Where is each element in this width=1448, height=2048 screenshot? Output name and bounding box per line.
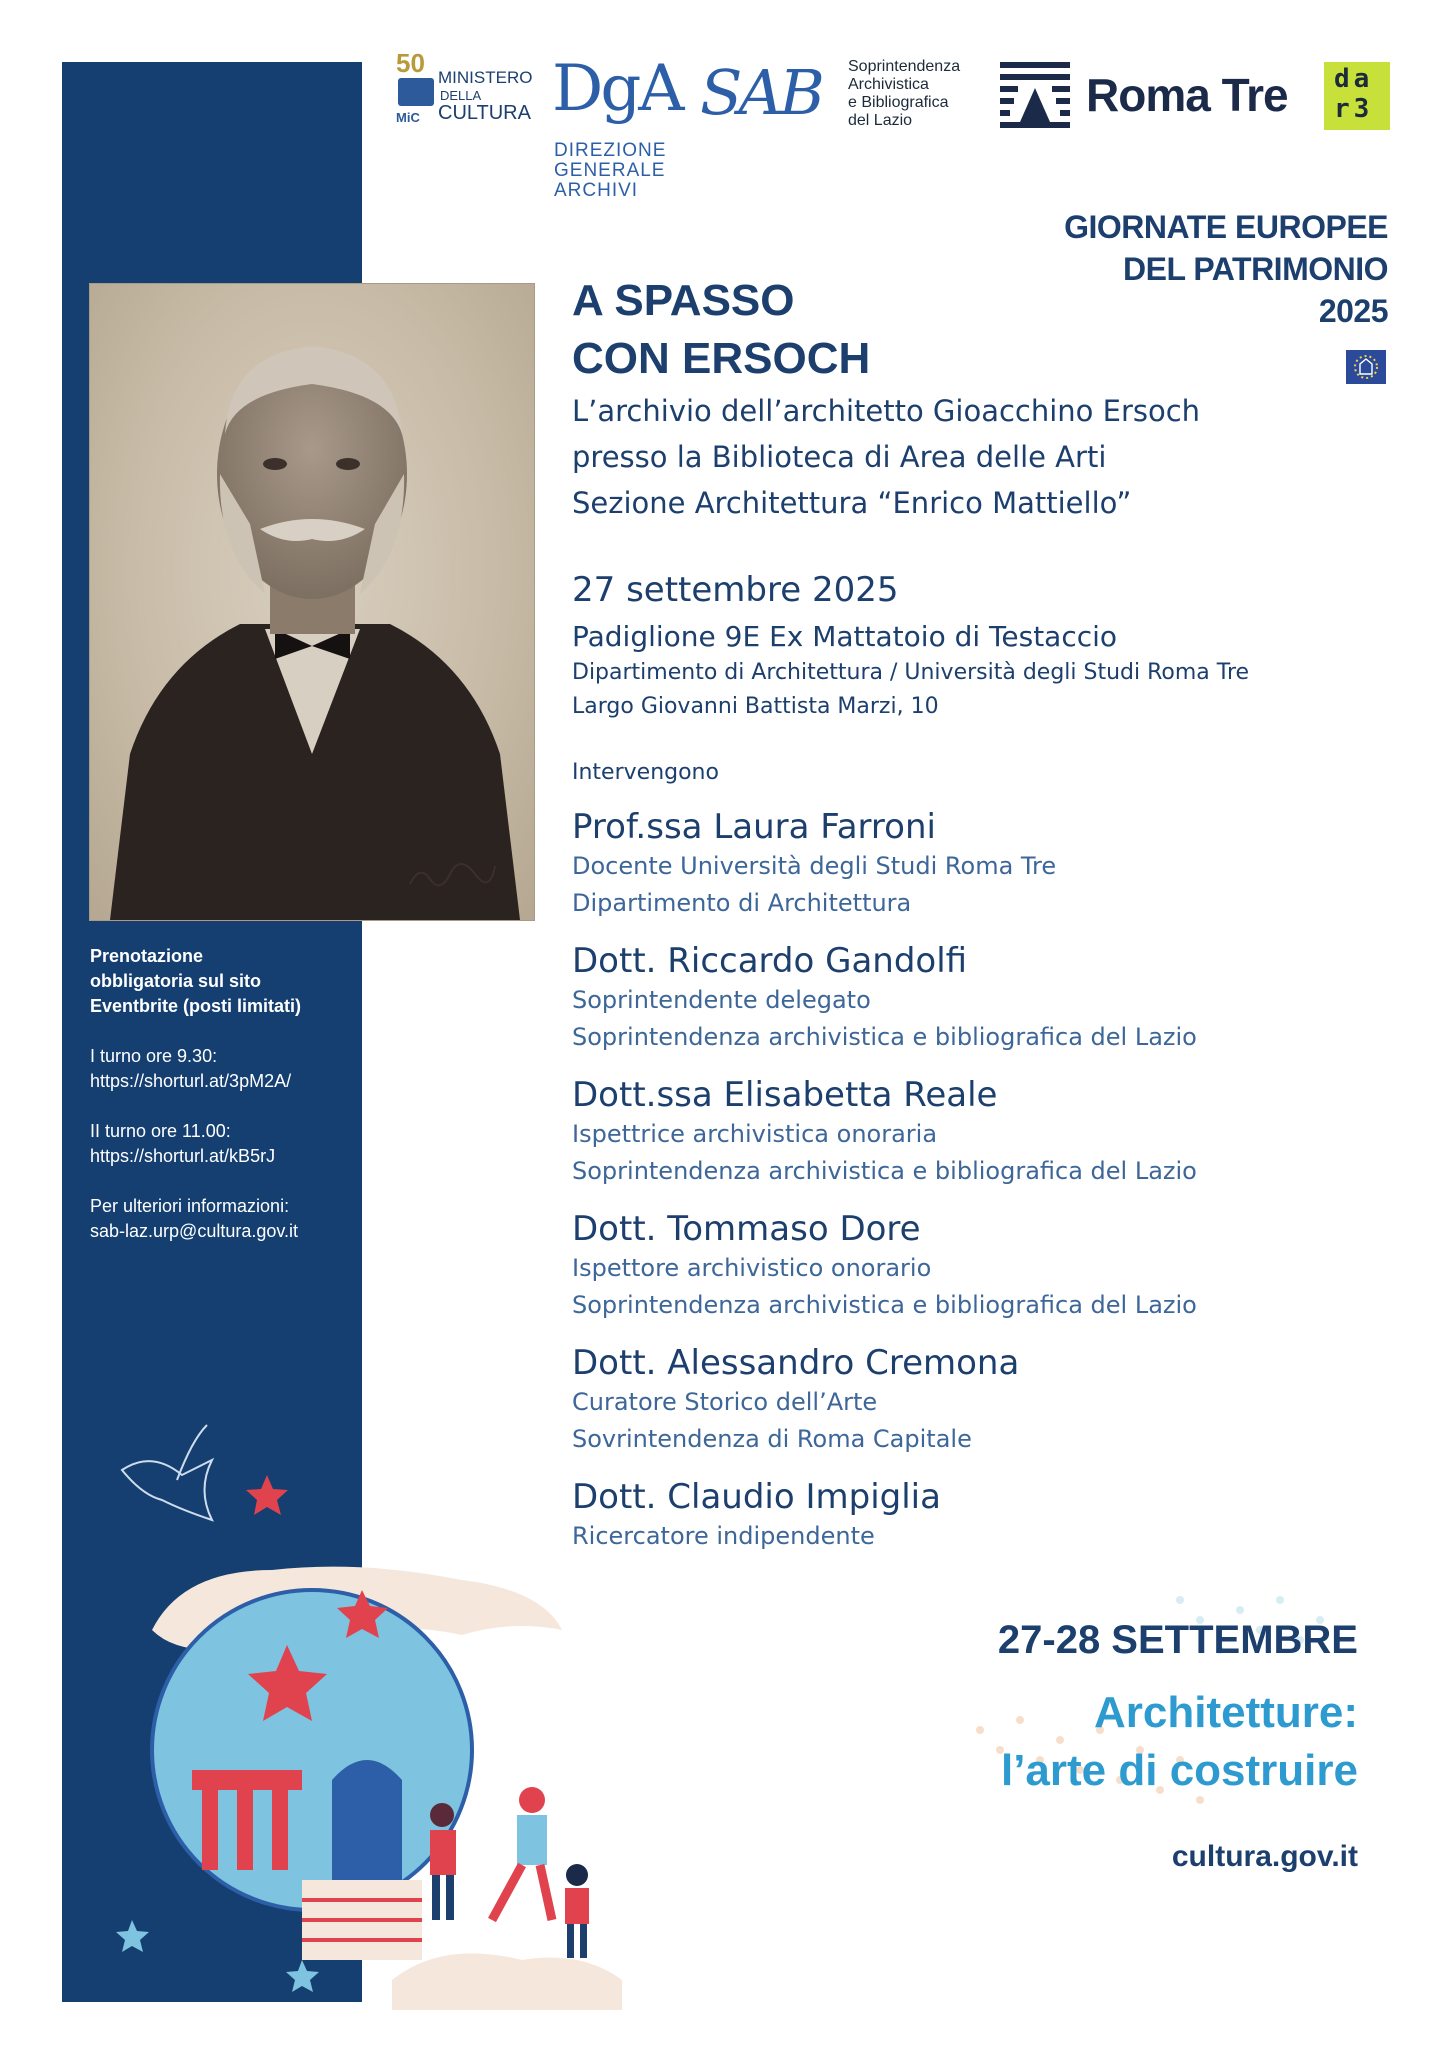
booking-line3: Eventbrite (posti limitati) bbox=[90, 996, 302, 1016]
speaker-role: Soprintendenza archivistica e bibliografica del Lazio bbox=[572, 1291, 1197, 1319]
dara-line2: r3 bbox=[1334, 94, 1374, 124]
gep-line1: GIORNATE EUROPEE bbox=[1064, 209, 1388, 245]
sab-line1: Soprintendenza bbox=[848, 58, 961, 75]
turn2-link[interactable]: https://shorturl.at/kB5rJ bbox=[90, 1146, 276, 1166]
event-address: Largo Giovanni Battista Marzi, 10 bbox=[572, 694, 939, 719]
speaker-name: Dott. Claudio Impiglia bbox=[572, 1477, 941, 1517]
dga-line1: DIREZIONE bbox=[554, 140, 667, 161]
speakers-list bbox=[572, 806, 1372, 1576]
speaker-reale bbox=[572, 1074, 1372, 1208]
speaker-role: Soprintendenza archivistica e bibliografica del Lazio bbox=[572, 1157, 1197, 1185]
speaker-role: Docente Università degli Studi Roma Tre bbox=[572, 852, 1057, 880]
booking-line2: obbligatoria sul sito bbox=[90, 971, 262, 991]
footer-theme-line1: Architetture: bbox=[1093, 1688, 1358, 1737]
romatre-logo bbox=[1000, 62, 1320, 132]
ministero-line1: MINISTERO bbox=[438, 68, 533, 87]
speaker-impiglia bbox=[572, 1476, 1372, 1576]
booking-line1: Prenotazione bbox=[90, 946, 204, 966]
speaker-role: Sovrintendenza di Roma Capitale bbox=[572, 1425, 972, 1453]
footer-site-link[interactable]: cultura.gov.it bbox=[1171, 1840, 1358, 1873]
subtitle-line1: L’archivio dell’architetto Gioacchino Ersoch bbox=[572, 394, 1201, 428]
sab-mark: SAB bbox=[700, 56, 821, 129]
info-email-link[interactable]: sab-laz.urp@cultura.gov.it bbox=[90, 1221, 299, 1241]
star-icon bbox=[286, 1960, 319, 1992]
speaker-name: Dott. Riccardo Gandolfi bbox=[572, 941, 968, 981]
ministero-logo bbox=[392, 50, 542, 130]
subtitle-line3: Sezione Architettura “Enrico Mattiello” bbox=[572, 486, 1132, 520]
gep-line3: 2025 bbox=[1318, 293, 1388, 329]
event-venue: Padiglione 9E Ex Mattatoio di Testaccio bbox=[572, 620, 1118, 653]
star-icon bbox=[246, 1475, 288, 1515]
footer-theme-line2: l’arte di costruire bbox=[1000, 1746, 1358, 1795]
booking-info bbox=[90, 944, 352, 1244]
sab-logo bbox=[700, 56, 980, 136]
sab-line3: e Bibliografica bbox=[848, 94, 949, 111]
speaker-name: Prof.ssa Laura Farroni bbox=[572, 807, 936, 847]
speaker-cremona bbox=[572, 1342, 1372, 1476]
romatre-emblem-icon bbox=[1000, 62, 1070, 132]
event-subtitle bbox=[572, 388, 1200, 526]
gep-heading bbox=[1064, 206, 1388, 332]
speaker-role: Soprintendenza archivistica e bibliografica del Lazio bbox=[572, 1023, 1197, 1051]
turn2-label: II turno ore 11.00: bbox=[90, 1121, 231, 1141]
speaker-role: Soprintendente delegato bbox=[572, 986, 871, 1014]
star-icon bbox=[116, 1920, 149, 1952]
gep-line2: DEL PATRIMONIO bbox=[1123, 251, 1388, 287]
footer-dates: 27-28 SETTEMBRE bbox=[997, 1618, 1358, 1662]
speaker-dore bbox=[572, 1208, 1372, 1342]
speaker-name: Dott. Alessandro Cremona bbox=[572, 1343, 1020, 1383]
ersoch-portrait bbox=[90, 284, 534, 920]
dga-line2: GENERALE bbox=[554, 160, 666, 181]
turn1-label: I turno ore 9.30: bbox=[90, 1046, 218, 1066]
speaker-role: Curatore Storico dell’Arte bbox=[572, 1388, 878, 1416]
ministero-line2: DELLA bbox=[440, 88, 482, 103]
ministero-line3: CULTURA bbox=[438, 102, 531, 124]
speaker-name: Dott. Tommaso Dore bbox=[572, 1209, 921, 1249]
dga-line3: ARCHIVI bbox=[554, 180, 639, 201]
speakers-label: Intervengono bbox=[572, 760, 719, 785]
dga-mark: DgA bbox=[552, 52, 682, 126]
ministero-emblem-icon bbox=[398, 78, 434, 106]
event-date: 27 settembre 2025 bbox=[572, 570, 899, 610]
eu-heritage-icon bbox=[1346, 350, 1386, 384]
event-department: Dipartimento di Architettura / Università degli Studi Roma Tre bbox=[572, 660, 1250, 685]
dara-logo bbox=[1324, 62, 1390, 130]
subtitle-line2: presso la Biblioteca di Area delle Arti bbox=[572, 440, 1107, 474]
speaker-role: Ispettrice archivistica onoraria bbox=[572, 1120, 938, 1148]
bird-icon bbox=[122, 1425, 212, 1520]
speaker-role: Ispettore archivistico onorario bbox=[572, 1254, 932, 1282]
romatre-name: Roma Tre bbox=[1086, 69, 1288, 121]
sab-line2: Archivistica bbox=[848, 76, 929, 93]
speaker-farroni bbox=[572, 806, 1372, 940]
title-line1: A SPASSO bbox=[572, 276, 795, 325]
footer-theme bbox=[1001, 1684, 1358, 1800]
event-title bbox=[572, 272, 870, 388]
ministero-mic: MiC bbox=[396, 110, 420, 125]
turn1-link[interactable]: https://shorturl.at/3pM2A/ bbox=[90, 1071, 292, 1091]
sab-line4: del Lazio bbox=[848, 112, 913, 129]
title-line2: CON ERSOCH bbox=[572, 334, 871, 383]
ministero-50: 50 bbox=[396, 48, 425, 78]
dga-logo bbox=[552, 52, 692, 202]
speaker-gandolfi bbox=[572, 940, 1372, 1074]
speaker-role: Dipartimento di Architettura bbox=[572, 889, 912, 917]
speaker-role: Ricercatore indipendente bbox=[572, 1522, 875, 1550]
heritage-illustration bbox=[62, 1420, 662, 2010]
speaker-name: Dott.ssa Elisabetta Reale bbox=[572, 1075, 998, 1115]
dara-line1: da bbox=[1334, 64, 1374, 94]
info-label: Per ulteriori informazioni: bbox=[90, 1196, 290, 1216]
